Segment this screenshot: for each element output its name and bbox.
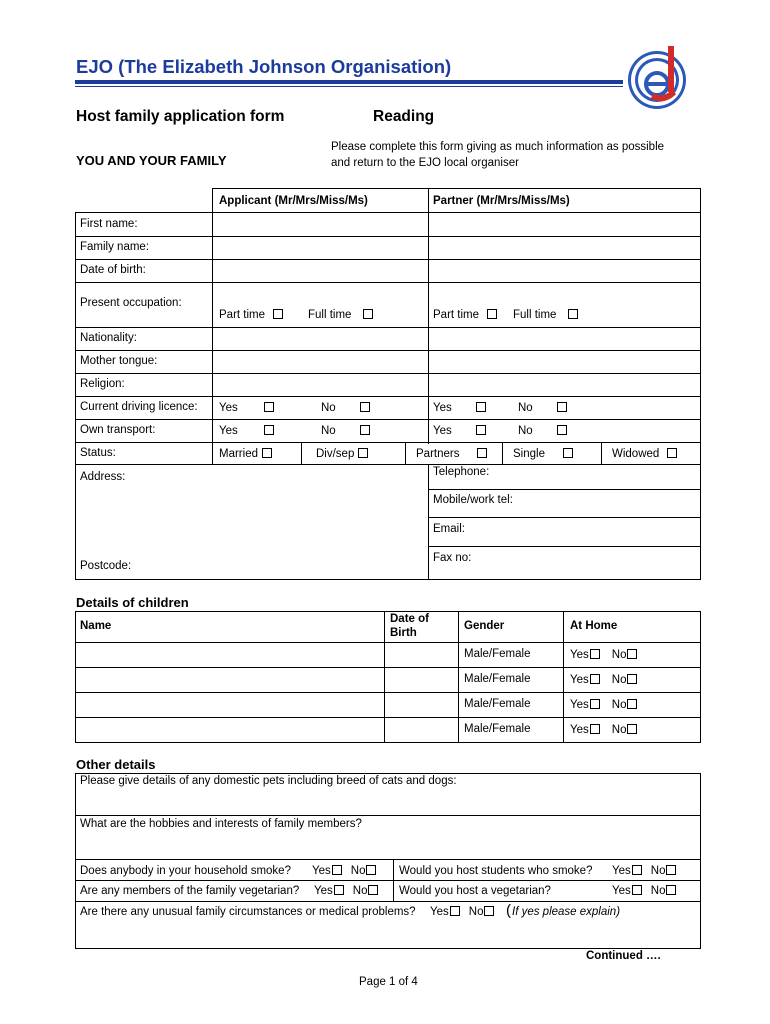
status-single[interactable] xyxy=(513,448,573,460)
checkbox[interactable] xyxy=(360,425,370,435)
checkbox[interactable] xyxy=(563,448,573,458)
grid-line xyxy=(212,188,701,189)
ejo-logo-icon xyxy=(624,42,694,112)
host-veg-options[interactable] xyxy=(612,885,676,897)
grid-line xyxy=(75,212,701,213)
applicant-full-time[interactable] xyxy=(308,309,373,321)
partner-transport-no[interactable] xyxy=(518,425,567,437)
option-label: Yes xyxy=(570,699,589,711)
checkbox[interactable] xyxy=(273,309,283,319)
location-title: Reading xyxy=(373,108,435,125)
applicant-part-time[interactable] xyxy=(219,309,283,321)
option-label: Div/sep xyxy=(316,448,355,460)
option-label: No xyxy=(352,885,368,897)
label-postcode: Postcode: xyxy=(80,560,132,572)
checkbox[interactable] xyxy=(358,448,368,458)
checkbox[interactable] xyxy=(476,402,486,412)
grid-line xyxy=(75,579,701,580)
partner-part-time[interactable] xyxy=(433,309,497,321)
option-label: Yes xyxy=(312,865,331,877)
continued-note: Continued …. xyxy=(586,950,661,962)
col-dob-header-2: Birth xyxy=(390,627,417,639)
pets-question: Please give details of any domestic pets including breed of cats and dogs: xyxy=(80,775,457,787)
col-gender-header: Gender xyxy=(464,620,505,632)
child-gender[interactable]: Male/Female xyxy=(464,723,531,735)
label-own-transport: Own transport: xyxy=(80,424,156,436)
label-religion: Religion: xyxy=(80,378,125,390)
child-gender[interactable]: Male/Female xyxy=(464,673,531,685)
grid-line xyxy=(75,773,701,774)
option-label: Married xyxy=(219,448,258,460)
checkbox[interactable] xyxy=(368,885,378,895)
grid-line xyxy=(75,611,76,742)
host-veg-question: Would you host a vegetarian? xyxy=(399,885,551,897)
grid-line xyxy=(75,419,701,420)
checkbox[interactable] xyxy=(632,865,642,875)
status-married[interactable] xyxy=(219,448,272,460)
checkbox[interactable] xyxy=(590,649,600,659)
child-gender[interactable]: Male/Female xyxy=(464,648,531,660)
option-label: Part time xyxy=(433,309,480,321)
option-label: No xyxy=(350,865,366,877)
partner-transport-yes[interactable] xyxy=(433,425,486,437)
grid-line xyxy=(75,815,701,816)
host-smoker-options[interactable] xyxy=(612,865,676,877)
checkbox[interactable] xyxy=(264,402,274,412)
grid-line xyxy=(75,611,701,612)
applicant-transport-yes[interactable] xyxy=(219,425,274,437)
grid-line xyxy=(428,489,701,490)
grid-line xyxy=(212,188,213,464)
option-label: No xyxy=(611,724,627,736)
checkbox[interactable] xyxy=(557,402,567,412)
question-label: Are there any unusual family circumstances or medical problems? xyxy=(80,906,416,918)
checkbox[interactable] xyxy=(334,885,344,895)
form-title: Host family application form xyxy=(76,108,285,125)
child-home-options[interactable] xyxy=(570,649,637,661)
grid-line xyxy=(75,442,701,443)
grid-line xyxy=(75,901,701,902)
org-title: EJO (The Elizabeth Johnson Organisation) xyxy=(76,56,452,77)
grid-line xyxy=(700,773,701,948)
grid-line xyxy=(75,350,701,351)
label-fax: Fax no: xyxy=(433,552,472,564)
grid-line xyxy=(75,948,701,949)
child-home-options[interactable] xyxy=(570,699,637,711)
col-home-header: At Home xyxy=(570,620,618,632)
option-label: Yes xyxy=(433,425,452,437)
label-date-of-birth: Date of birth: xyxy=(80,264,146,276)
title-rule-thin xyxy=(75,86,623,87)
option-label: No xyxy=(321,402,336,414)
option-label: Yes xyxy=(433,402,452,414)
grid-line xyxy=(75,742,701,743)
smoke-question xyxy=(80,865,291,877)
option-label: Yes xyxy=(570,674,589,686)
intro-line-2: and return to the EJO local organiser xyxy=(331,157,519,169)
partner-licence-no[interactable] xyxy=(518,402,567,414)
checkbox[interactable] xyxy=(262,448,272,458)
grid-line xyxy=(428,188,429,444)
grid-line xyxy=(428,464,429,579)
grid-line xyxy=(75,464,701,465)
option-label: Yes xyxy=(570,649,589,661)
partner-full-time[interactable] xyxy=(513,309,578,321)
title-rule xyxy=(75,80,623,84)
grid-line xyxy=(75,880,701,881)
applicant-licence-no[interactable] xyxy=(321,402,370,414)
option-label: Partners xyxy=(416,448,460,460)
option-label: Yes xyxy=(314,885,333,897)
circumstances-options[interactable] xyxy=(430,906,494,918)
grid-line xyxy=(428,517,701,518)
status-div-sep[interactable] xyxy=(316,448,368,460)
explain-paren: ( xyxy=(506,902,511,919)
checkbox[interactable] xyxy=(666,865,676,875)
option-label: Full time xyxy=(308,309,352,321)
option-label: No xyxy=(518,402,533,414)
option-label: Yes xyxy=(219,425,238,437)
option-label: Yes xyxy=(612,885,631,897)
checkbox[interactable] xyxy=(667,448,677,458)
child-gender[interactable]: Male/Female xyxy=(464,698,531,710)
checkbox[interactable] xyxy=(627,649,637,659)
checkbox[interactable] xyxy=(264,425,274,435)
children-heading: Details of children xyxy=(76,595,189,610)
col-partner-header: Partner (Mr/Mrs/Miss/Ms) xyxy=(433,195,570,207)
checkbox[interactable] xyxy=(476,425,486,435)
label-address: Address: xyxy=(80,471,126,483)
option-label: No xyxy=(518,425,533,437)
checkbox[interactable] xyxy=(590,699,600,709)
grid-line xyxy=(428,546,701,547)
grid-line xyxy=(405,442,406,464)
label-first-name: First name: xyxy=(80,218,138,230)
other-heading: Other details xyxy=(76,757,156,772)
grid-line xyxy=(75,373,701,374)
grid-line xyxy=(75,667,701,668)
grid-line xyxy=(458,611,459,742)
grid-line xyxy=(563,611,564,742)
checkbox[interactable] xyxy=(484,906,494,916)
checkbox[interactable] xyxy=(557,425,567,435)
option-label: No xyxy=(650,885,666,897)
checkbox[interactable] xyxy=(666,885,676,895)
vegetarian-options[interactable] xyxy=(314,885,378,897)
col-applicant-header: Applicant (Mr/Mrs/Miss/Ms) xyxy=(219,195,368,207)
intro-line-1: Please complete this form giving as much information as possible xyxy=(331,141,665,153)
label-mobile: Mobile/work tel: xyxy=(433,494,513,506)
option-label: Yes xyxy=(570,724,589,736)
checkbox[interactable] xyxy=(487,309,497,319)
partner-licence-yes[interactable] xyxy=(433,402,486,414)
page-number: Page 1 of 4 xyxy=(359,976,418,988)
option-label: No xyxy=(321,425,336,437)
question-label: Does anybody in your household smoke? xyxy=(80,865,291,877)
grid-line xyxy=(502,442,503,464)
checkbox[interactable] xyxy=(627,699,637,709)
intro-text xyxy=(331,139,701,171)
checkbox[interactable] xyxy=(632,885,642,895)
applicant-transport-no[interactable] xyxy=(321,425,370,437)
option-label: Yes xyxy=(430,906,449,918)
option-label: No xyxy=(468,906,484,918)
grid-line xyxy=(700,188,701,579)
checkbox[interactable] xyxy=(590,724,600,734)
label-family-name: Family name: xyxy=(80,241,150,253)
hobbies-question: What are the hobbies and interests of family members? xyxy=(80,818,362,830)
grid-line xyxy=(75,282,701,283)
grid-line xyxy=(75,859,701,860)
option-label: Part time xyxy=(219,309,266,321)
checkbox[interactable] xyxy=(477,448,487,458)
checkbox[interactable] xyxy=(627,674,637,684)
checkbox[interactable] xyxy=(627,724,637,734)
label-email: Email: xyxy=(433,523,465,535)
label-telephone: Telephone: xyxy=(433,466,490,478)
status-partners[interactable] xyxy=(416,448,487,460)
option-label: Yes xyxy=(219,402,238,414)
grid-line xyxy=(601,442,602,464)
grid-line xyxy=(301,442,302,464)
label-driving-licence: Current driving licence: xyxy=(80,401,198,413)
option-label: Full time xyxy=(513,309,557,321)
smoke-options[interactable] xyxy=(312,865,376,877)
option-label: No xyxy=(611,699,627,711)
status-widowed[interactable] xyxy=(612,448,677,460)
label-status: Status: xyxy=(80,447,116,459)
circumstances-question xyxy=(80,906,416,918)
vegetarian-question: Are any members of the family vegetarian? xyxy=(80,885,300,897)
grid-line xyxy=(393,859,394,901)
label-present-occupation: Present occupation: xyxy=(80,297,182,309)
grid-line xyxy=(700,611,701,742)
checkbox[interactable] xyxy=(360,402,370,412)
child-home-options[interactable] xyxy=(570,674,637,686)
col-dob-header-1: Date of xyxy=(390,613,429,625)
col-name-header: Name xyxy=(80,620,112,632)
option-label: No xyxy=(611,674,627,686)
grid-line xyxy=(75,717,701,718)
grid-line xyxy=(384,611,385,742)
grid-line xyxy=(75,327,701,328)
child-home-options[interactable] xyxy=(570,724,637,736)
host-smoker-question: Would you host students who smoke? xyxy=(399,865,593,877)
checkbox[interactable] xyxy=(450,906,460,916)
option-label: Single xyxy=(513,448,545,460)
applicant-licence-yes[interactable] xyxy=(219,402,274,414)
option-label: Widowed xyxy=(612,448,660,460)
checkbox[interactable] xyxy=(568,309,578,319)
grid-line xyxy=(75,642,701,643)
option-label: Yes xyxy=(612,865,631,877)
checkbox[interactable] xyxy=(366,865,376,875)
checkbox[interactable] xyxy=(590,674,600,684)
option-label: No xyxy=(650,865,666,877)
explain-note: If yes please explain) xyxy=(512,906,621,918)
grid-line xyxy=(75,396,701,397)
grid-line xyxy=(75,259,701,260)
section-you-family: YOU AND YOUR FAMILY xyxy=(76,153,227,168)
checkbox[interactable] xyxy=(363,309,373,319)
option-label: No xyxy=(611,649,627,661)
grid-line xyxy=(75,692,701,693)
checkbox[interactable] xyxy=(332,865,342,875)
label-mother-tongue: Mother tongue: xyxy=(80,355,158,367)
grid-line xyxy=(75,236,701,237)
grid-line xyxy=(75,773,76,948)
label-nationality: Nationality: xyxy=(80,332,137,344)
